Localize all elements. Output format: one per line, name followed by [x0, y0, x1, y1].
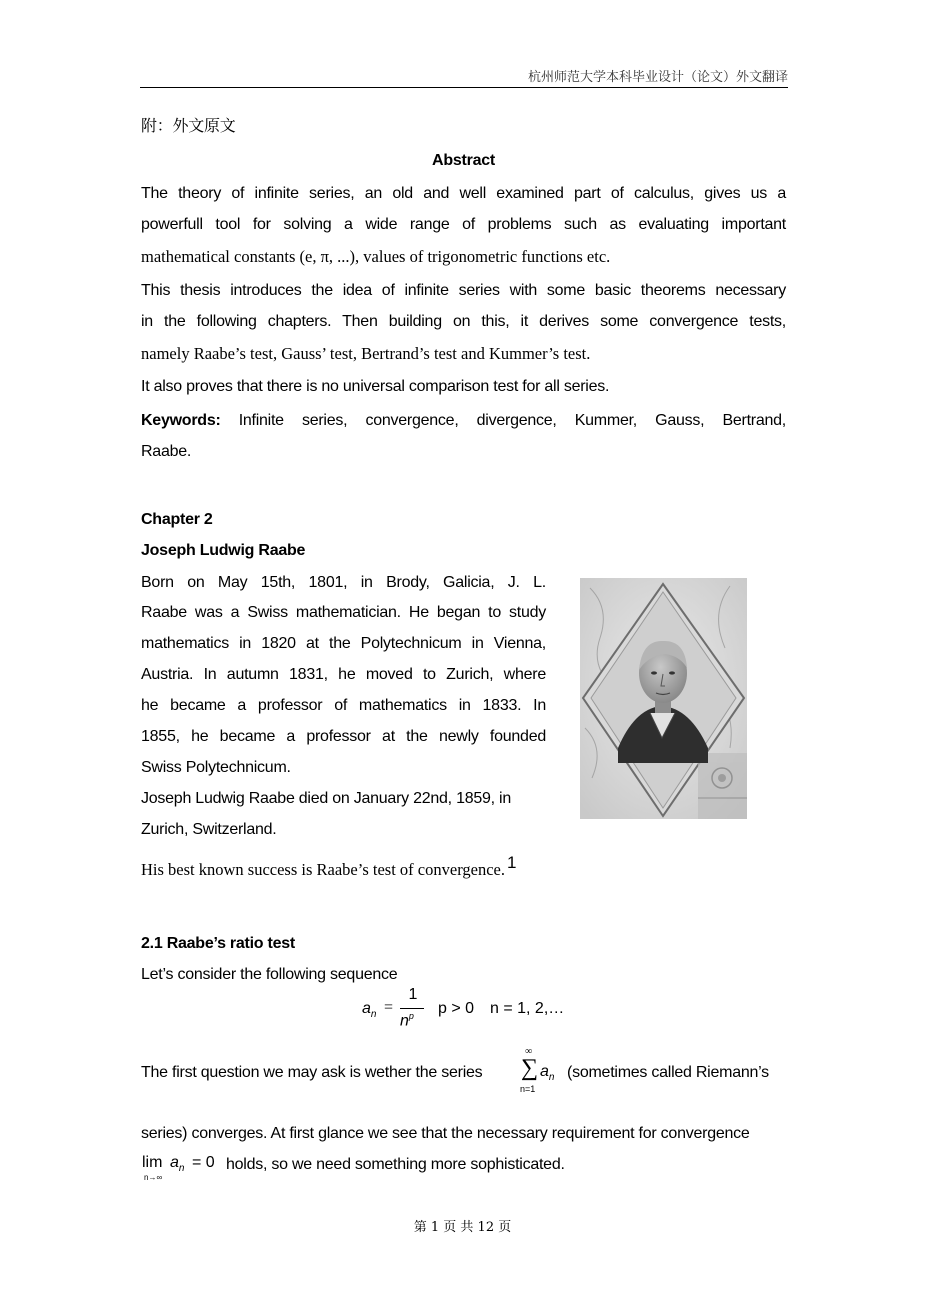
abstract-line-3: mathematical constants (e, π, ...), values of trigonometric functions etc.: [141, 247, 611, 266]
formula-equals: =: [384, 999, 394, 1016]
abstract-heading: Abstract: [432, 152, 495, 169]
question-text-after: (sometimes called Riemann’s: [567, 1064, 769, 1081]
bio-line-9: Zurich, Switzerland.: [141, 821, 277, 838]
formula-lhs-sub: n: [370, 1009, 377, 1021]
bio-line-5: he became a professor of mathematics in 1833. In: [141, 697, 546, 714]
bio-line-2: Raabe was a Swiss mathematician. He began to study: [141, 604, 546, 621]
formula-den-exp: p: [408, 1011, 414, 1021]
footnote-marker: 1: [506, 853, 517, 872]
bio-line-4: Austria. In autumn 1831, he moved to Zurich, where: [141, 666, 546, 683]
raabe-portrait-photo: [580, 578, 747, 819]
success-text: His best known success is Raabe’s test of convergence.: [141, 860, 505, 879]
limit-lim: lim: [142, 1154, 163, 1171]
limit-under: n→∞: [144, 1173, 163, 1182]
limit-term-sub: n: [178, 1163, 185, 1175]
bio-line-3: mathematics in 1820 at the Polytechnicum in Vienna,: [141, 635, 546, 652]
section-intro: Let’s consider the following sequence: [141, 966, 398, 983]
abstract-line-7: It also proves that there is no universal comparison test for all series.: [141, 378, 610, 395]
formula-den-base: n: [400, 1012, 409, 1030]
abstract-line-4: This thesis introduces the idea of infinite series with some basic theorems necessary: [141, 282, 786, 299]
sum-term: a: [540, 1063, 549, 1080]
appendix-label: 附：外文原文: [141, 116, 236, 135]
limit-rhs: = 0: [192, 1154, 215, 1171]
formula-condition-n: n = 1, 2,…: [490, 1000, 565, 1017]
series-sum: [519, 1046, 563, 1100]
convergence-line: series) converges. At first glance we see that the necessary requirement for convergence: [141, 1125, 750, 1142]
limit-after-text: holds, so we need something more sophisticated.: [226, 1156, 565, 1173]
chapter-heading: Chapter 2: [141, 511, 213, 528]
fraction-bar: [400, 1008, 424, 1009]
abstract-line-1: The theory of infinite series, an old and well examined part of calculus, gives us a: [141, 185, 786, 202]
limit-term: a: [170, 1154, 179, 1171]
page-footer: 第 1 页 共 12 页: [413, 1220, 512, 1235]
question-text: The first question we may ask is wether the series: [141, 1064, 483, 1081]
sum-symbol: ∑: [521, 1055, 539, 1081]
bio-line-6: 1855, he became a professor at the newly founded: [141, 728, 546, 745]
section-heading: 2.1 Raabe’s ratio test: [141, 935, 295, 952]
chapter-subject-name: Joseph Ludwig Raabe: [141, 542, 306, 559]
header-rule: [140, 87, 788, 88]
sum-upper: ∞: [525, 1046, 533, 1057]
success-line: [141, 853, 517, 880]
abstract-line-2: powerfull tool for solving a wide range of problems such as evaluating important: [141, 216, 786, 233]
sum-term-sub: n: [548, 1072, 555, 1084]
page-header: 杭州师范大学本科毕业设计（论文）外文翻译: [527, 70, 788, 85]
bio-line-8: Joseph Ludwig Raabe died on January 22nd, 1859, in: [141, 790, 512, 807]
formula-lhs: a: [362, 1000, 371, 1017]
sum-lower: n=1: [520, 1084, 536, 1094]
limit-expression: [142, 1152, 232, 1184]
formula-numerator: 1: [408, 986, 418, 1003]
keywords-text: Infinite series, convergence, divergence, Kummer, Gauss, Bertrand,: [238, 412, 787, 429]
keywords-line: [141, 411, 786, 431]
bio-line-7: Swiss Polytechnicum.: [141, 759, 291, 776]
keywords-label: Keywords:: [141, 412, 221, 429]
abstract-line-5: in the following chapters. Then building on this, it derives some convergence tests,: [141, 313, 786, 330]
abstract-line-6: namely Raabe’s test, Gauss’ test, Bertrand’s test and Kummer’s test.: [141, 344, 591, 363]
keywords-line-2: Raabe.: [141, 443, 192, 460]
bio-line-1: Born on May 15th, 1801, in Brody, Galicia, J. L.: [141, 574, 546, 591]
formula-condition-p: p > 0: [438, 1000, 475, 1017]
